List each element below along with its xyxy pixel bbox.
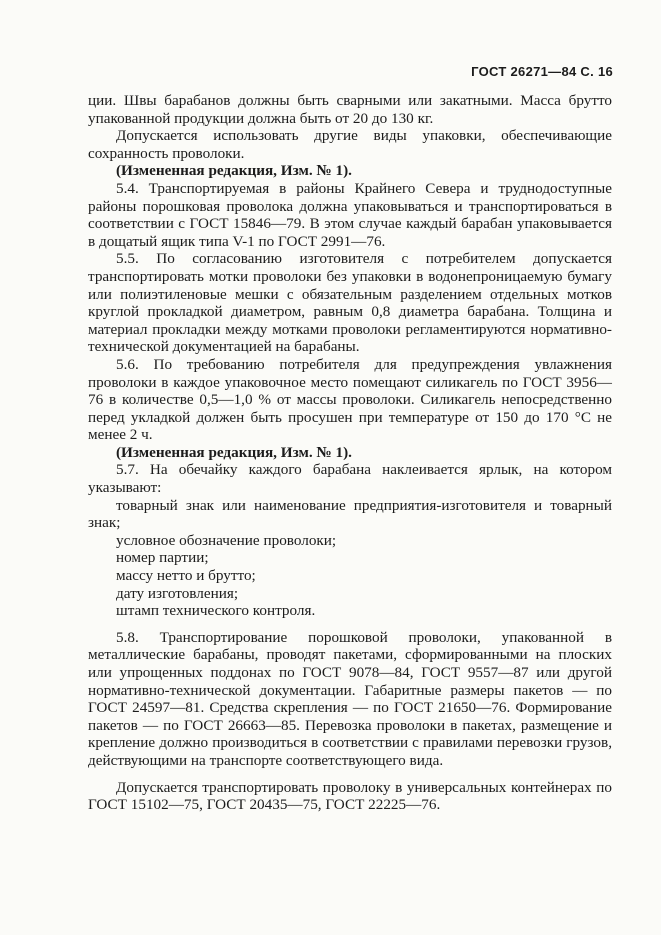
label-list-item: штамп технического контроля. [116, 602, 316, 620]
clause-5-8: 5.8. Транспортирование порошковой проволоки, упакованной в металлические барабаны, проводят пакетами, сформированными на плоских или упрощенных поддонах по ГОСТ 9078—84, ГОСТ 9557—87 или другой нормативно-технической документации. Габаритные размеры пакетов — по ГОСТ 24597—81. Средства скрепления — по ГОСТ 21650—76. Формирование пакетов — по ГОСТ 26663—85. Перевозка проволоки в пакетах, размещение и крепление должно производиться в соответствии с правилами перевозки грузов, действующими на транспорте соответствующего вида. [88, 628, 612, 769]
document-body [88, 92, 612, 814]
label-list-item: массу нетто и брутто; [116, 567, 256, 585]
paragraph-packaging-alternatives: Допускается использовать другие виды упаковки, обеспечивающие сохранность проволоки. [88, 127, 612, 162]
label-list-item: товарный знак или наименование предприятия-изготовителя и товарный знак; [88, 496, 612, 532]
clause-5-4: 5.4. Транспортируемая в районы Крайнего Севера и труднодоступные районы порошковая проволока должна упаковываться и транспортироваться в соответствии с ГОСТ 15846—79. В этом случае каждый барабан упаковывается в дощатый ящик типа V-1 по ГОСТ 2991—76. [88, 179, 612, 250]
page-header: ГОСТ 26271—84 С. 16 [471, 64, 613, 79]
clause-5-5: 5.5. По согласованию изготовителя с потребителем допускается транспортировать мотки проволоки без упаковки в водонепроницаемую бумагу или полиэтиленовые мешки с обязательным разделением отдельных мотков круглой прокладкой диаметром, равным 0,8 диаметра барабана. Толщина и материал прокладки между мотками проволоки регламентируются нормативно-технической документацией на барабаны. [88, 250, 612, 356]
label-list-item: условное обозначение проволоки; [116, 531, 337, 549]
label-list-item: дату изготовления; [116, 584, 239, 602]
amendment-note: (Измененная редакция, Изм. № 1). [116, 443, 352, 461]
amendment-note: (Измененная редакция, Изм. № 1). [116, 162, 352, 180]
label-list-item: номер партии; [116, 549, 209, 567]
paragraph-containers: Допускается транспортировать проволоку в универсальных контейнерах по ГОСТ 15102—75, ГОСТ 20435—75, ГОСТ 22225—76. [88, 778, 612, 814]
clause-5-7: 5.7. На обечайку каждого барабана наклеивается ярлык, на котором указывают: [88, 461, 612, 497]
paragraph-continuation: ции. Швы барабанов должны быть сварными или закатными. Масса брутто упакованной продукции должна быть от 20 до 130 кг. [88, 92, 612, 127]
clause-5-6: 5.6. По требованию потребителя для предупреждения увлажнения проволоки в каждое упаковочное место помещают силикагель по ГОСТ 3956—76 в количестве 0,5—1,0 % от массы проволоки. Силикагель непосредственно перед укладкой должен быть просушен при температуре от 150 до 170 °С не менее 2 ч. [88, 355, 612, 444]
